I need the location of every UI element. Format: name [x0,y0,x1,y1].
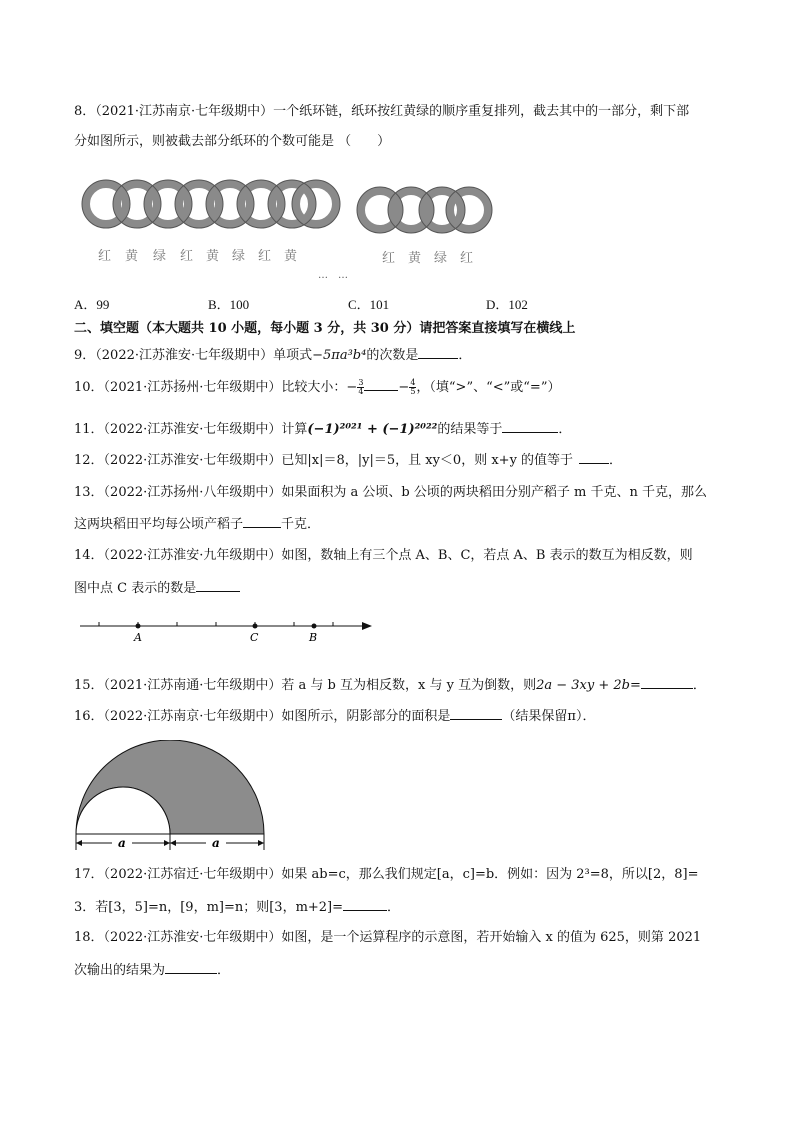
q8-text-line2: 分如图所示，则被截去部分纸环的个数可能是 （ ） [74,134,391,149]
q13-line1: 13．（2022·江苏扬州·八年级期中）如果面积为 a 公顷、b 公顷的两块稻田分别产稻子 m 千克、n 千克，那么 [74,485,707,500]
q18-line2: 次输出的结果为 ． [74,963,231,978]
ring-label: 绿 [232,249,246,264]
section-heading: 二、填空题（本大题共 10 小题，每小题 3 分，共 30 分）请把答案直接填写在横线上 [74,321,576,336]
point-c [253,624,258,629]
option-d: D．102 [486,297,528,312]
ring-label: 红 [98,249,112,264]
option-c: C．101 [348,297,390,312]
ring-label: 红 [382,251,396,266]
ellipsis: … … [318,270,348,280]
label-b: B [309,631,318,644]
point-a [136,624,141,629]
label-a: A [134,631,142,644]
ring-label: 黄 [206,249,220,264]
length-label: a [212,836,220,850]
ring-chain-figure [80,170,500,280]
ring-label: 红 [258,249,272,264]
ring-label: 绿 [434,251,448,266]
q8-text-line1: 8．（2021·江苏南京·七年级期中）一个纸环链，纸环按红黄绿的顺序重复排列，截去其中的一部分，剩下部 [74,104,690,119]
ring-label: 红 [180,249,194,264]
q12: 12．（2022·江苏淮安·七年级期中）已知|x|＝8，|y|＝5，且 xy＜0，则 x+y 的值等于 ． [74,453,623,468]
option-b: B．100 [208,297,250,312]
ring-label: 红 [460,251,474,266]
q9: 9．（2022·江苏淮安·七年级期中）单项式−5πa³b⁴的次数是 ． [74,348,472,363]
length-label: a [118,836,126,850]
q18-line1: 18．（2022·江苏淮安·七年级期中）如图，是一个运算程序的示意图，若开始输入 x 的值为 625，则第 2021 [74,930,702,945]
q13-line2: 这两块稻田平均每公顷产稻子 千克． [74,517,321,532]
number-line-figure [78,612,378,646]
label-c: C [250,631,259,644]
q16: 16．（2022·江苏南京·七年级期中）如图所示，阴影部分的面积是 （结果保留π）． [74,709,596,724]
q15: 15．（2021·江苏南通·七年级期中）若 a 与 b 互为相反数，x 与 y 互为倒数，则2a − 3xy + 2b= ． [74,678,706,693]
q17-line1: 17．（2022·江苏宿迁·七年级期中）如果 ab=c，那么我们规定[a，c]=b．例如：因为 2³=8，所以[2，8]= [74,867,699,882]
q14-line1: 14．（2022·江苏淮安·九年级期中）如图，数轴上有三个点 A、B、C，若点 A、B 表示的数互为相反数，则 [74,548,693,563]
q14-line2: 图中点 C 表示的数是 [74,579,240,598]
ring-label: 黄 [408,251,422,266]
ring-label: 绿 [153,249,167,264]
shaded-semicircle-figure [72,740,268,852]
point-b [312,624,317,629]
q17-line2: 3．若[3，5]=n，[9，m]=n；则[3，m+2]= ． [74,900,401,915]
ring-label: 黄 [125,249,139,264]
q10: 10．（2021·江苏扬州·七年级期中）比较大小：− $\frac{3}{4}$ − $\frac{4}{5}$ ，（填“>”、“<”或“=”） [74,378,561,396]
option-a: A．99 [74,297,110,312]
q11: 11．（2022·江苏淮安·七年级期中）计算(−1)²⁰²¹ + (−1)²⁰²²的结果等于 ． [74,422,572,437]
ring-label: 黄 [284,249,298,264]
